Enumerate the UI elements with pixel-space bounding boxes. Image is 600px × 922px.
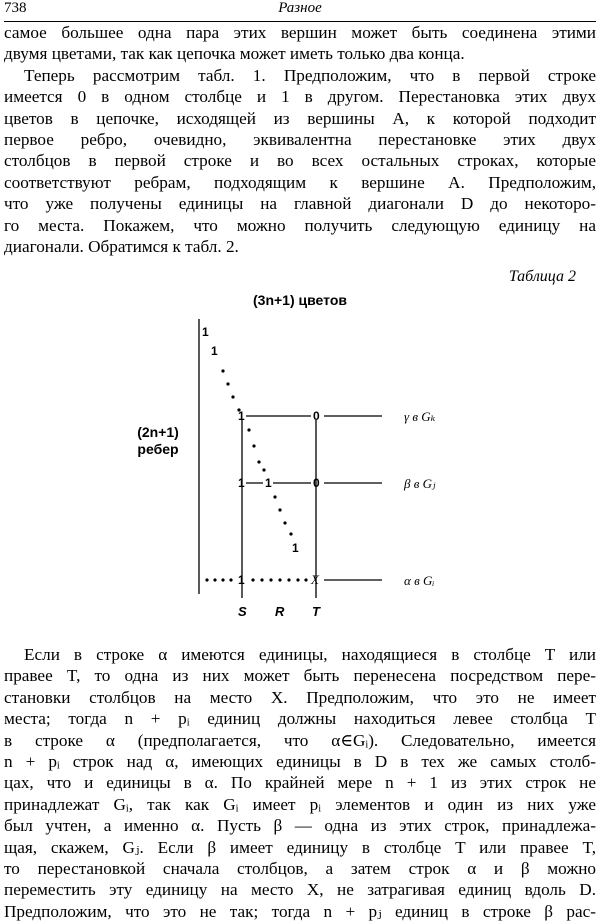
column-label-t: T xyxy=(312,604,320,619)
text-line: го места. Покажем, что можно получить следующую единицу на xyxy=(4,215,596,235)
text-line: Если в строке α имеются единицы, находящиеся в столбце T или xyxy=(24,645,596,664)
diag-lone-one: 1 xyxy=(292,541,299,555)
table-caption: Таблица 2 xyxy=(508,268,576,285)
text-line: n + pᵢ строк над α, имеющих единицы в D в тех же самых столб- xyxy=(4,751,596,771)
running-title: Разное xyxy=(278,0,322,16)
text-line: соответствуют ребрам, подходящим к вершине A. Предположим, xyxy=(4,172,596,192)
left-label-line1: (2n+1) xyxy=(137,424,179,440)
text-line: места; тогда n + pᵢ единиц должны находиться левее столбца T xyxy=(4,709,596,729)
text-line: то перестановкой сначала столбцов, а затем строк α и β можно xyxy=(4,858,596,878)
text-line: Теперь рассмотрим табл. 1. Предположим, что в первой строке xyxy=(24,65,596,85)
beta-zero: 0 xyxy=(313,476,320,490)
diag-one: 1 xyxy=(202,325,209,339)
text-line: имеется 0 в одном столбце и 1 в другом. Перестановка этих двух xyxy=(4,87,596,107)
column-label-r: R xyxy=(275,604,285,619)
text-line: что уже получены единицы на главной диагонали D до некоторо- xyxy=(4,194,596,214)
text-line: принадлежат Gᵢ, так как Gᵢ имеет pᵢ элементов и один из них уже xyxy=(4,794,596,814)
alpha-row-dots-middle xyxy=(251,578,307,581)
beta-one: 1 xyxy=(238,476,245,490)
alpha-label: α в Gᵢ xyxy=(404,573,435,588)
diagonal-dots xyxy=(221,369,292,535)
text-line: самое большее одна пара этих вершин может быть соединена этими xyxy=(4,23,596,42)
diag-one: 1 xyxy=(211,344,218,358)
text-line: первое ребро, очевидно, эквивалентна перестановке этих двух xyxy=(4,129,596,149)
gamma-one: 1 xyxy=(238,409,245,423)
alpha-row-dots-left xyxy=(205,578,232,581)
alpha-x: X xyxy=(311,572,319,587)
top-label: (3n+1) цветов xyxy=(253,292,347,308)
text-line: переместить эту единицу на место X, не затрагивая единиц вдоль D. xyxy=(4,880,596,900)
text-line: цветов в цепочке, исходящей из вершины A, к которой подходит xyxy=(4,108,596,128)
text-line: цах, что и единицы в α. По крайней мере n + 1 из этих строк не xyxy=(4,773,596,793)
text-line: столбцов в первой строке и во всех остальных строках, которые xyxy=(4,151,596,171)
gamma-label: γ в Gₖ xyxy=(404,409,436,424)
paragraph-2 xyxy=(4,644,596,922)
text-line: диагонали. Обратимся к табл. 2. xyxy=(4,236,239,256)
column-label-s: S xyxy=(238,604,247,619)
text-line: щая, скажем, Gⱼ. Если β имеет единицу в столбце T или правее T, xyxy=(4,837,596,857)
text-line: был учтен, а именно α. Пусть β — одна из этих строк, принадлежа- xyxy=(4,816,596,836)
text-line: Предположим, что это не так; тогда n + pⱼ единиц в строке β рас- xyxy=(4,901,596,921)
beta-one-second: 1 xyxy=(265,476,272,490)
text-line: двумя цветами, так как цепочка может иметь только два конца. xyxy=(4,44,465,64)
text-line: правее T, то одна из них может быть перенесена посредством пере- xyxy=(4,666,596,686)
left-label-line2: ребер xyxy=(137,441,179,457)
beta-label: β в Gⱼ xyxy=(404,476,436,491)
alpha-one: 1 xyxy=(238,573,245,587)
gamma-zero: 0 xyxy=(313,409,320,423)
page-number: 738 xyxy=(4,0,27,16)
text-line: в строке α (предполагается, что α∈Gᵢ). Следовательно, имеется xyxy=(4,730,596,750)
text-line: становки столбцов на место X. Предположим, что это не имеет xyxy=(4,687,596,707)
